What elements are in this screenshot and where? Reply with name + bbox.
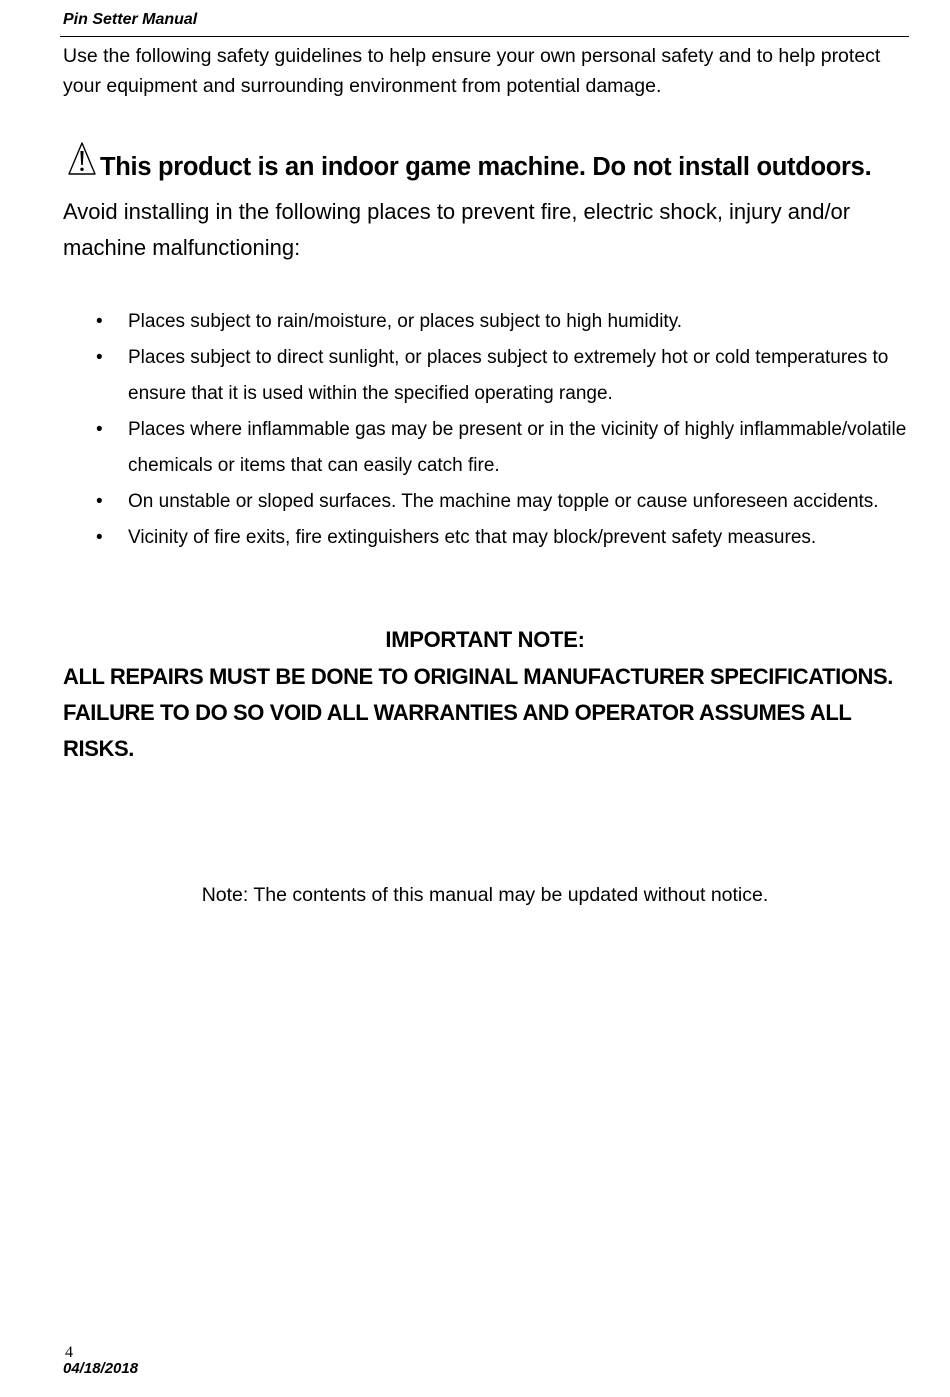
list-item-text: Places subject to direct sunlight, or places subject to extremely hot or cold temperatures to ensure that it is used within the specified operating range. xyxy=(128,347,889,404)
hazard-list xyxy=(63,304,908,556)
list-item-text: On unstable or sloped surfaces. The machine may topple or cause unforeseen accidents. xyxy=(128,491,879,512)
bullet: • xyxy=(96,527,103,548)
header-divider xyxy=(60,36,909,37)
important-note-label: IMPORTANT NOTE: xyxy=(385,627,585,652)
bullet: • xyxy=(96,419,103,440)
warning-triangle-icon xyxy=(67,141,97,177)
update-note: Note: The contents of this manual may be updated without notice. xyxy=(201,884,769,906)
list-item xyxy=(63,484,908,520)
list-item-text: Places where inflammable gas may be present or in the vicinity of highly inflammable/volatile chemicals or items that can easily catch fire. xyxy=(128,419,907,476)
header-title: Pin Setter Manual xyxy=(63,11,198,28)
bullet: • xyxy=(96,347,103,368)
bullet: • xyxy=(96,491,103,512)
list-item xyxy=(63,412,908,484)
important-note-text: ALL REPAIRS MUST BE DONE TO ORIGINAL MANUFACTURER SPECIFICATIONS. FAILURE TO DO SO VOID ALL WARRANTIES AND OPERATOR ASSUMES ALL RISKS. xyxy=(63,664,894,761)
bullet: • xyxy=(96,311,103,332)
list-item xyxy=(63,340,908,412)
list-item-text: Places subject to rain/moisture, or places subject to high humidity. xyxy=(128,311,683,332)
page-number: 4 xyxy=(65,1344,73,1361)
intro-paragraph: Use the following safety guidelines to help ensure your own personal safety and to help protect your equipment and surrounding environment from potential damage. xyxy=(63,45,881,97)
list-item xyxy=(63,304,908,340)
avoid-paragraph: Avoid installing in the following places to prevent fire, electric shock, injury and/or machine malfunctioning: xyxy=(63,199,851,260)
warning-heading: This product is an indoor game machine. Do not install outdoors. xyxy=(100,153,872,181)
footer-date: 04/18/2018 xyxy=(63,1360,139,1377)
list-item-text: Vicinity of fire exits, fire extinguishers etc that may block/prevent safety measures. xyxy=(128,527,817,548)
list-item xyxy=(63,520,908,556)
